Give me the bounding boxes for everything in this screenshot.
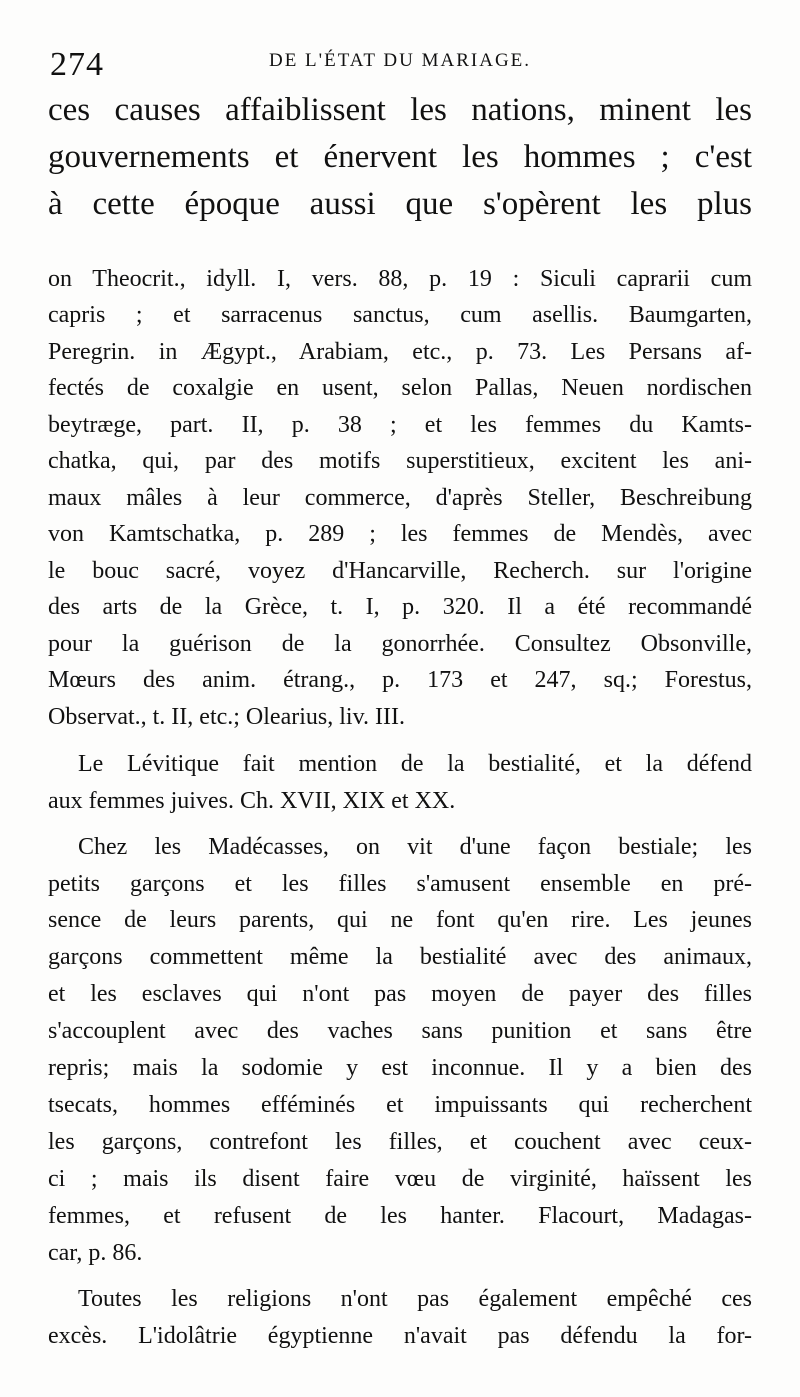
note-line: excès. L'idolâtrie égyptienne n'avait pas défendu la for- xyxy=(48,1323,752,1349)
note-line: Le Lévitique fait mention de la bestialité, et la défend xyxy=(78,751,752,777)
note-line: Toutes les religions n'ont pas également empêché ces xyxy=(78,1286,752,1312)
note-line: Observat., t. II, etc.; Olearius, liv. III. xyxy=(48,704,405,730)
main-text-line: ces causes affaiblissent les nations, minent les xyxy=(48,92,752,128)
note-line: maux mâles à leur commerce, d'après Steller, Beschreibung xyxy=(48,485,752,511)
note-line: fectés de coxalgie en usent, selon Pallas, Neuen nordischen xyxy=(48,375,752,401)
note-line: tsecats, hommes efféminés et impuissants qui recherchent xyxy=(48,1092,752,1118)
note-line: pour la guérison de la gonorrhée. Consultez Obsonville, xyxy=(48,631,752,657)
running-title: DE L'ÉTAT DU MARIAGE. xyxy=(268,50,532,71)
note-line: le bouc sacré, voyez d'Hancarville, Recherch. sur l'origine xyxy=(48,558,752,584)
note-line: Mœurs des anim. étrang., p. 173 et 247, sq.; Forestus, xyxy=(48,667,752,693)
note-line: les garçons, contrefont les filles, et couchent avec ceux- xyxy=(48,1129,752,1155)
main-text-line: à cette époque aussi que s'opèrent les plus xyxy=(48,186,752,222)
note-line: repris; mais la sodomie y est inconnue. Il y a bien des xyxy=(48,1055,752,1081)
note-line: Chez les Madécasses, on vit d'une façon bestiale; les xyxy=(78,834,752,860)
note-line: des arts de la Grèce, t. I, p. 320. Il a été recommandé xyxy=(48,594,752,620)
note-line: et les esclaves qui n'ont pas moyen de payer des filles xyxy=(48,981,752,1007)
main-text-line: gouvernements et énervent les hommes ; c'est xyxy=(48,139,752,175)
note-line: ci ; mais ils disent faire vœu de virginité, haïssent les xyxy=(48,1166,752,1192)
note-line: von Kamtschatka, p. 289 ; les femmes de Mendès, avec xyxy=(48,521,752,547)
note-line: aux femmes juives. Ch. XVII, XIX et XX. xyxy=(48,788,456,814)
note-line: sence de leurs parents, qui ne font qu'en rire. Les jeunes xyxy=(48,907,752,933)
note-line: femmes, et refusent de les hanter. Flacourt, Madagas- xyxy=(48,1203,752,1229)
note-line: s'accouplent avec des vaches sans punition et sans être xyxy=(48,1018,752,1044)
note-line: on Theocrit., idyll. I, vers. 88, p. 19 : Siculi caprarii cum xyxy=(48,266,752,292)
note-line: beytræge, part. II, p. 38 ; et les femmes du Kamts- xyxy=(48,412,752,438)
note-line: capris ; et sarracenus sanctus, cum asellis. Baumgarten, xyxy=(48,302,752,328)
page-header xyxy=(46,40,754,90)
note-line: chatka, qui, par des motifs superstitieux, excitent les ani- xyxy=(48,448,752,474)
note-line: petits garçons et les filles s'amusent ensemble en pré- xyxy=(48,871,752,897)
note-line: Peregrin. in Ægypt., Arabiam, etc., p. 73. Les Persans af- xyxy=(48,339,752,365)
page-number: 274 xyxy=(50,46,104,83)
note-line: garçons commettent même la bestialité avec des animaux, xyxy=(48,944,752,970)
note-line: car, p. 86. xyxy=(48,1240,143,1266)
